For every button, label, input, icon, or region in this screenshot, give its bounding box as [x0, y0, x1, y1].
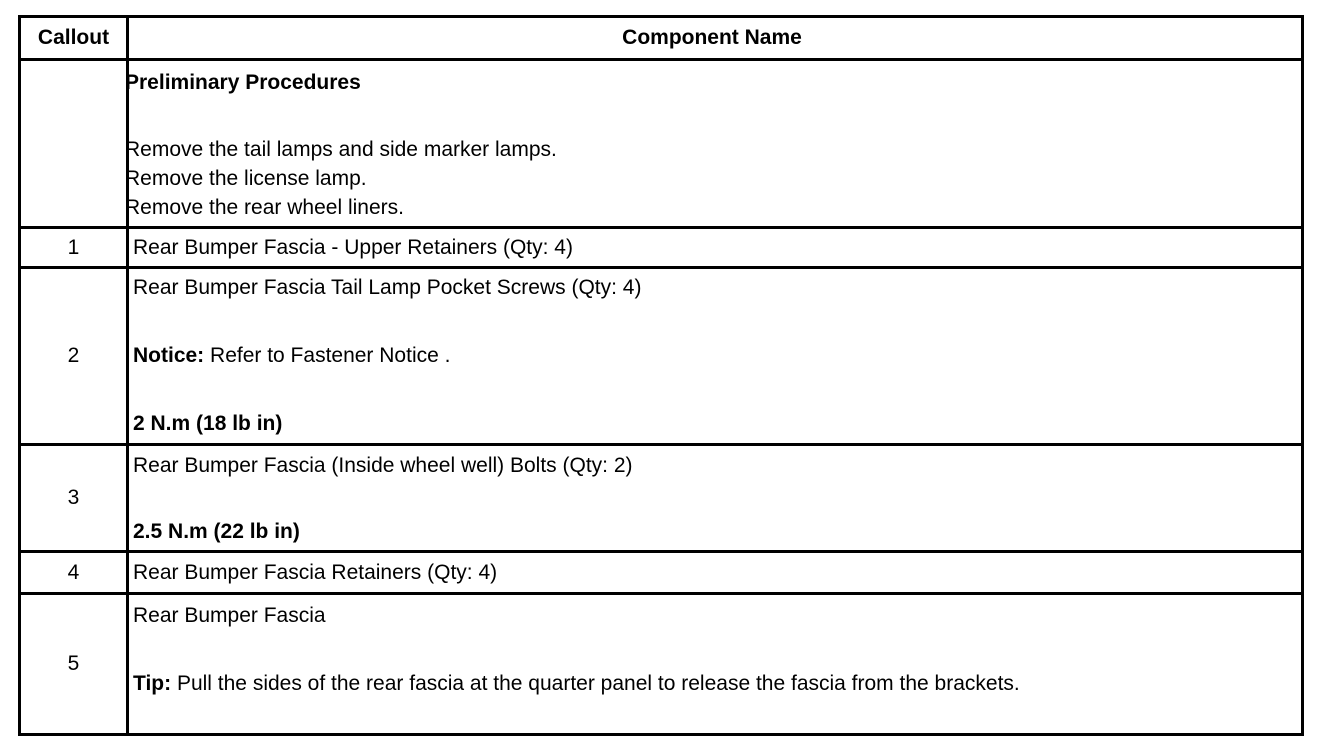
table-row: [21, 446, 1301, 553]
preliminary-procedures-cell: [125, 61, 1295, 226]
tip-label: Tip:: [133, 672, 172, 695]
component-name-cell: [133, 229, 1295, 266]
component-name: Rear Bumper Fascia (Inside wheel well) Bolts (Qty: 2): [133, 454, 633, 477]
component-name: Rear Bumper Fascia: [133, 604, 326, 627]
notice-label: Notice:: [133, 344, 205, 367]
table-row: [21, 595, 1301, 733]
callout-number: 3: [67, 486, 80, 509]
callout-column-header: Callout: [37, 26, 110, 49]
preliminary-step: Remove the tail lamps and side marker lamps.: [125, 138, 557, 161]
component-name-cell: [133, 269, 1295, 443]
callout-number: 1: [67, 235, 80, 259]
torque-spec: 2 N.m (18 lb in): [133, 412, 283, 435]
component-name-cell: [133, 595, 1295, 733]
callout-number: 2: [67, 344, 80, 367]
component-name: Rear Bumper Fascia - Upper Retainers (Qty: 4): [133, 236, 573, 259]
torque-spec: 2.5 N.m (22 lb in): [133, 520, 300, 543]
notice-line: [133, 342, 450, 370]
components-table: [18, 15, 1304, 736]
table-row: [21, 269, 1301, 446]
tip-line: [133, 670, 1020, 698]
component-name-cell: [133, 553, 1295, 592]
table-row: [21, 229, 1301, 269]
table-header-row: [21, 18, 1301, 61]
component-name-cell: [133, 446, 1295, 550]
component-name: Rear Bumper Fascia Retainers (Qty: 4): [133, 561, 498, 584]
preliminary-step: Remove the rear wheel liners.: [125, 196, 404, 219]
callout-number: 4: [67, 560, 80, 584]
component-name: Rear Bumper Fascia Tail Lamp Pocket Screws (Qty: 4): [133, 276, 642, 299]
preliminary-step: Remove the license lamp.: [125, 167, 367, 190]
table-row: [21, 553, 1301, 595]
tip-text: Pull the sides of the rear fascia at the quarter panel to release the fascia from the brackets.: [171, 672, 1020, 695]
callout-number: 5: [67, 652, 80, 675]
notice-text: Refer to Fastener Notice .: [204, 344, 451, 367]
preliminary-procedures-title: Preliminary Procedures: [125, 71, 361, 94]
component-name-column-header: Component Name: [622, 26, 802, 49]
preliminary-procedures-row: [21, 61, 1301, 229]
